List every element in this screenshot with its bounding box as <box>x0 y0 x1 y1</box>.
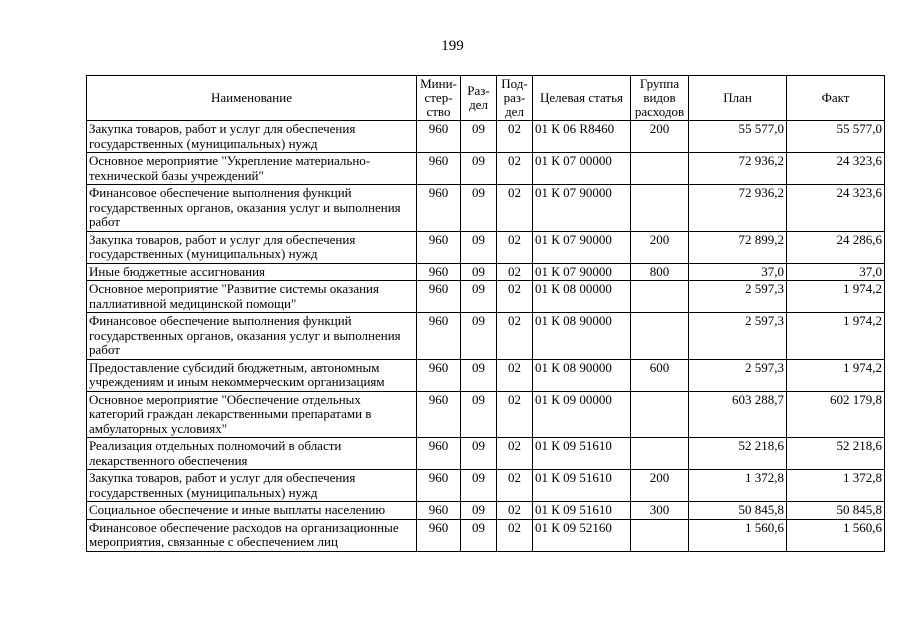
cell-section: 09 <box>461 470 497 502</box>
cell-section: 09 <box>461 502 497 520</box>
cell-ministry: 960 <box>417 281 461 313</box>
cell-ministry: 960 <box>417 438 461 470</box>
cell-section: 09 <box>461 519 497 551</box>
cell-group <box>631 391 689 438</box>
cell-plan: 52 218,6 <box>689 438 787 470</box>
cell-subsection: 02 <box>497 438 533 470</box>
cell-target: 01 К 08 90000 <box>533 359 631 391</box>
cell-target: 01 К 09 52160 <box>533 519 631 551</box>
cell-plan: 50 845,8 <box>689 502 787 520</box>
cell-fact: 1 974,2 <box>787 281 885 313</box>
cell-plan: 2 597,3 <box>689 281 787 313</box>
cell-target: 01 К 09 51610 <box>533 470 631 502</box>
cell-name: Основное мероприятие "Укрепление материально-технической базы учреждений" <box>87 153 417 185</box>
header-subsection: Под-раз-дел <box>497 76 533 121</box>
cell-name: Финансовое обеспечение выполнения функций государственных органов, оказания услуг и выполнения работ <box>87 313 417 360</box>
cell-plan: 37,0 <box>689 263 787 281</box>
header-fact: Факт <box>787 76 885 121</box>
cell-name: Финансовое обеспечение выполнения функций государственных органов, оказания услуг и выполнения работ <box>87 185 417 232</box>
table-row <box>87 438 885 470</box>
table-row <box>87 121 885 153</box>
cell-fact: 1 372,8 <box>787 470 885 502</box>
cell-name: Финансовое обеспечение расходов на организационные мероприятия, связанные с обеспечением лиц <box>87 519 417 551</box>
cell-subsection: 02 <box>497 391 533 438</box>
cell-target: 01 К 09 51610 <box>533 438 631 470</box>
cell-name: Основное мероприятие "Развитие системы оказания паллиативной медицинской помощи" <box>87 281 417 313</box>
cell-group: 300 <box>631 502 689 520</box>
cell-subsection: 02 <box>497 519 533 551</box>
cell-name: Основное мероприятие "Обеспечение отдельных категорий граждан лекарственными препаратами в амбулаторных условиях" <box>87 391 417 438</box>
cell-subsection: 02 <box>497 281 533 313</box>
table-row <box>87 391 885 438</box>
cell-target: 01 К 08 00000 <box>533 281 631 313</box>
cell-name: Реализация отдельных полномочий в области лекарственного обеспечения <box>87 438 417 470</box>
cell-subsection: 02 <box>497 185 533 232</box>
table-row <box>87 359 885 391</box>
cell-plan: 603 288,7 <box>689 391 787 438</box>
cell-section: 09 <box>461 263 497 281</box>
cell-target: 01 К 09 51610 <box>533 502 631 520</box>
cell-subsection: 02 <box>497 470 533 502</box>
table-row <box>87 185 885 232</box>
cell-ministry: 960 <box>417 185 461 232</box>
cell-name: Закупка товаров, работ и услуг для обеспечения государственных (муниципальных) нужд <box>87 470 417 502</box>
cell-section: 09 <box>461 438 497 470</box>
cell-target: 01 К 09 00000 <box>533 391 631 438</box>
cell-group <box>631 281 689 313</box>
table-row <box>87 281 885 313</box>
cell-group: 200 <box>631 121 689 153</box>
cell-fact: 1 974,2 <box>787 313 885 360</box>
cell-group: 200 <box>631 470 689 502</box>
cell-subsection: 02 <box>497 313 533 360</box>
cell-section: 09 <box>461 121 497 153</box>
cell-fact: 55 577,0 <box>787 121 885 153</box>
cell-plan: 2 597,3 <box>689 313 787 360</box>
header-ministry: Мини-стер-ство <box>417 76 461 121</box>
cell-subsection: 02 <box>497 359 533 391</box>
page-number: 199 <box>441 38 464 54</box>
table-row <box>87 519 885 551</box>
cell-target: 01 К 07 90000 <box>533 231 631 263</box>
header-plan: План <box>689 76 787 121</box>
header-target: Целевая статья <box>533 76 631 121</box>
cell-group <box>631 519 689 551</box>
cell-group <box>631 438 689 470</box>
header-section: Раз-дел <box>461 76 497 121</box>
cell-section: 09 <box>461 281 497 313</box>
cell-fact: 37,0 <box>787 263 885 281</box>
cell-ministry: 960 <box>417 359 461 391</box>
header-name: Наименование <box>87 76 417 121</box>
cell-group: 600 <box>631 359 689 391</box>
cell-fact: 24 286,6 <box>787 231 885 263</box>
cell-ministry: 960 <box>417 391 461 438</box>
cell-name: Предоставление субсидий бюджетным, автономным учреждениям и иным некоммерческим организациям <box>87 359 417 391</box>
cell-group: 800 <box>631 263 689 281</box>
cell-plan: 72 899,2 <box>689 231 787 263</box>
table-header-row <box>87 76 885 121</box>
cell-section: 09 <box>461 231 497 263</box>
cell-ministry: 960 <box>417 231 461 263</box>
cell-name: Иные бюджетные ассигнования <box>87 263 417 281</box>
table-row <box>87 263 885 281</box>
cell-ministry: 960 <box>417 502 461 520</box>
table-row <box>87 470 885 502</box>
table-row <box>87 502 885 520</box>
cell-name: Закупка товаров, работ и услуг для обеспечения государственных (муниципальных) нужд <box>87 121 417 153</box>
cell-section: 09 <box>461 153 497 185</box>
cell-plan: 1 372,8 <box>689 470 787 502</box>
cell-subsection: 02 <box>497 502 533 520</box>
cell-group: 200 <box>631 231 689 263</box>
budget-table <box>86 75 885 552</box>
cell-fact: 52 218,6 <box>787 438 885 470</box>
cell-section: 09 <box>461 359 497 391</box>
cell-subsection: 02 <box>497 153 533 185</box>
cell-ministry: 960 <box>417 519 461 551</box>
cell-fact: 24 323,6 <box>787 185 885 232</box>
cell-group <box>631 185 689 232</box>
cell-ministry: 960 <box>417 313 461 360</box>
cell-section: 09 <box>461 391 497 438</box>
table-row <box>87 153 885 185</box>
cell-name: Социальное обеспечение и иные выплаты населению <box>87 502 417 520</box>
table-row <box>87 313 885 360</box>
cell-target: 01 К 07 00000 <box>533 153 631 185</box>
cell-subsection: 02 <box>497 121 533 153</box>
cell-plan: 72 936,2 <box>689 185 787 232</box>
header-group: Группа видов расходов <box>631 76 689 121</box>
cell-ministry: 960 <box>417 153 461 185</box>
cell-fact: 602 179,8 <box>787 391 885 438</box>
cell-target: 01 К 07 90000 <box>533 185 631 232</box>
cell-subsection: 02 <box>497 263 533 281</box>
cell-name: Закупка товаров, работ и услуг для обеспечения государственных (муниципальных) нужд <box>87 231 417 263</box>
cell-group <box>631 313 689 360</box>
cell-section: 09 <box>461 185 497 232</box>
cell-target: 01 К 06 R8460 <box>533 121 631 153</box>
cell-fact: 1 560,6 <box>787 519 885 551</box>
cell-section: 09 <box>461 313 497 360</box>
cell-plan: 2 597,3 <box>689 359 787 391</box>
cell-plan: 55 577,0 <box>689 121 787 153</box>
cell-target: 01 К 07 90000 <box>533 263 631 281</box>
cell-plan: 1 560,6 <box>689 519 787 551</box>
cell-plan: 72 936,2 <box>689 153 787 185</box>
cell-ministry: 960 <box>417 121 461 153</box>
cell-fact: 1 974,2 <box>787 359 885 391</box>
cell-target: 01 К 08 90000 <box>533 313 631 360</box>
cell-ministry: 960 <box>417 263 461 281</box>
cell-subsection: 02 <box>497 231 533 263</box>
table-row <box>87 231 885 263</box>
cell-fact: 50 845,8 <box>787 502 885 520</box>
cell-fact: 24 323,6 <box>787 153 885 185</box>
cell-ministry: 960 <box>417 470 461 502</box>
cell-group <box>631 153 689 185</box>
